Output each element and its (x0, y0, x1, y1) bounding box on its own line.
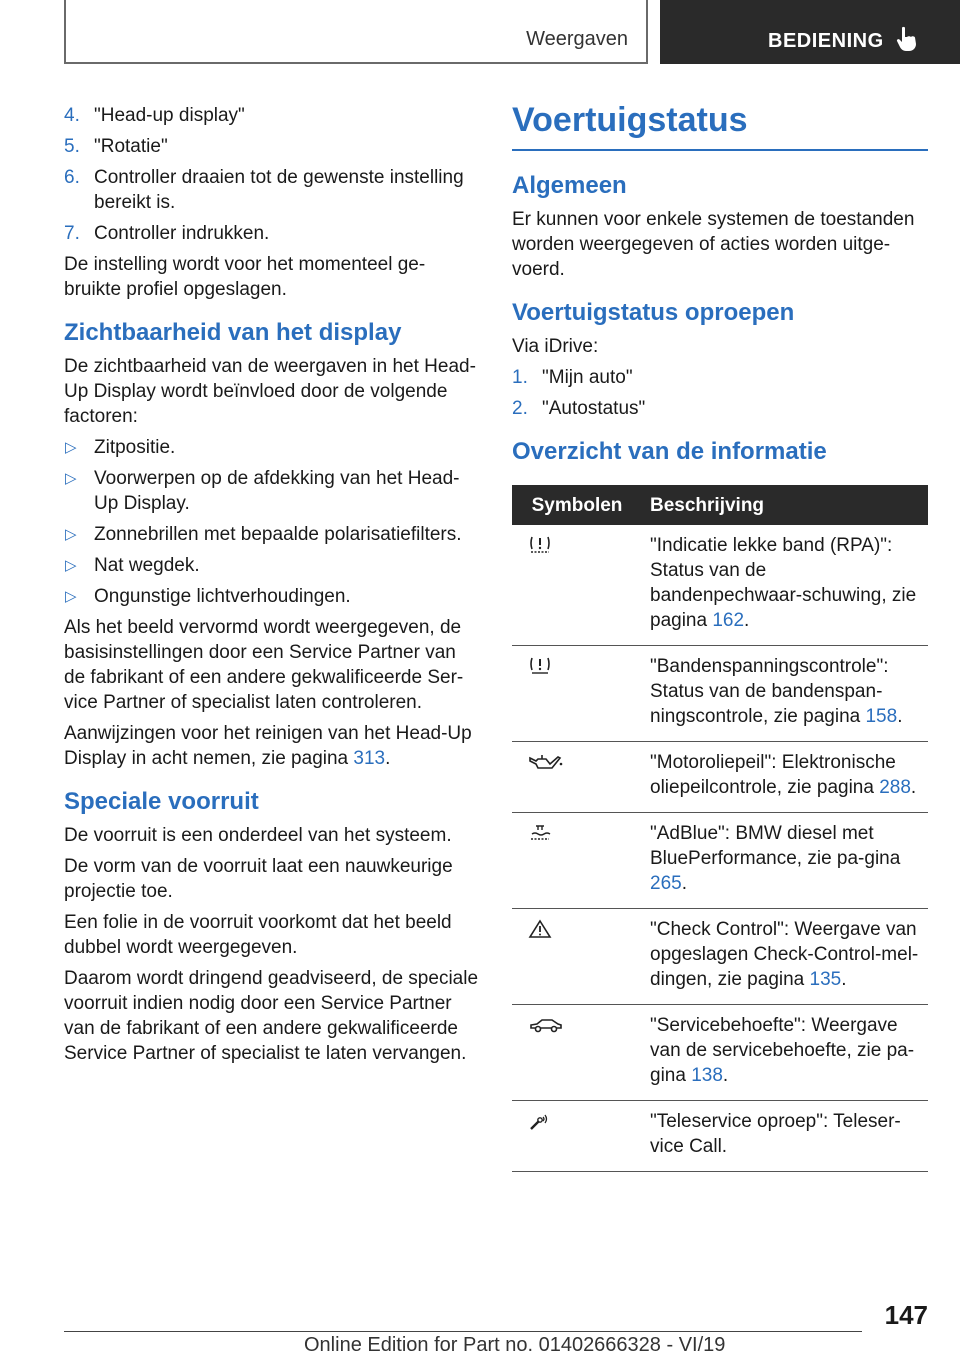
table-row (512, 1005, 928, 1101)
heading-special-windshield: Speciale voorruit (64, 788, 259, 815)
table-row (512, 646, 928, 742)
bullet-triangle-icon: ▷ (65, 439, 77, 456)
description-cell (642, 646, 928, 742)
page-link[interactable]: 313 (353, 748, 386, 769)
bullet-triangle-icon: ▷ (65, 557, 77, 574)
step-text: Controller indrukken. (94, 223, 270, 244)
heading-call-status: Voertuigstatus oproepen (512, 299, 795, 326)
page-link[interactable]: 135 (809, 969, 842, 990)
heading-overview: Overzicht van de informatie (512, 438, 827, 465)
bullet-triangle-icon: ▷ (65, 526, 77, 543)
page-link[interactable]: 138 (691, 1065, 723, 1086)
footer-edition: Online Edition for Part no. 01402666328 - VI/19 (304, 1334, 726, 1356)
description-text: "Bandenspanningscontrole": Status van de bandenspan-ningscontrole, zie pagina (650, 656, 889, 727)
list-item (64, 466, 480, 516)
description-text: "Motoroliepeil": Elektronische oliepeilcontrole, zie pagina (650, 752, 896, 798)
page-link[interactable]: 162 (712, 610, 745, 631)
status-table (512, 485, 928, 1172)
symbol-cell (512, 1101, 642, 1172)
header-chapter-box (660, 0, 960, 64)
description-cell (642, 813, 928, 909)
description-cell (642, 1101, 928, 1172)
heading-general: Algemeen (512, 172, 627, 199)
distorted-image-text: Als het beeld vervormd wordt weergegeven, de basisinstellingen door een Service Partner van de fabrikant of een andere gekwalificeerde Ser-vice Partner of specialist laten controleren. (64, 617, 464, 713)
bullet-triangle-icon: ▷ (65, 470, 77, 487)
description-cell (642, 742, 928, 813)
symbol-cell (512, 1005, 642, 1101)
list-item (512, 396, 928, 421)
tire-pressure-monitor-icon (528, 656, 552, 676)
step-number: 5. (64, 136, 80, 157)
list-item (64, 134, 480, 159)
teleservice-wrench-icon (528, 1111, 552, 1131)
header-section-title: Weergaven (526, 28, 628, 50)
symbol-cell (512, 909, 642, 1005)
page-link[interactable]: 265 (650, 873, 682, 894)
description-suffix: . (744, 610, 750, 631)
description-cell (642, 909, 928, 1005)
bullet-triangle-icon: ▷ (65, 588, 77, 605)
step-number: 2. (512, 398, 528, 419)
general-text: Er kunnen voor enkele systemen de toestanden worden weergegeven of acties worden uitge-voerd. (512, 209, 915, 280)
visibility-intro: De zichtbaarheid van de weergaven in het Head-Up Display wordt beïnvloed door de volgende factoren: (64, 356, 476, 427)
description-text: "Servicebehoefte": Weergave van de servicebehoefte, zie pa-gina (650, 1015, 915, 1086)
adblue-icon (528, 823, 552, 843)
header-chapter-title: BEDIENING (768, 30, 884, 52)
page-link[interactable]: 158 (865, 706, 898, 727)
step-text: "Autostatus" (542, 398, 646, 419)
profile-saved-text: De instelling wordt voor het momenteel ge-bruikte profiel opgeslagen. (64, 254, 426, 300)
description-suffix: . (897, 706, 903, 727)
step-text: "Head-up display" (94, 105, 245, 126)
car-service-icon (528, 1015, 564, 1035)
list-item (64, 221, 480, 246)
list-item (64, 435, 480, 460)
cleaning-note: Aanwijzingen voor het reinigen van het Head-Up Display in acht nemen, zie pagina 313. (64, 723, 472, 769)
description-text: "AdBlue": BMW diesel met BluePerformance, zie pa-gina (650, 823, 901, 869)
symbol-cell (512, 525, 642, 646)
description-suffix: . (841, 969, 847, 990)
bullet-text: Zitpositie. (94, 437, 176, 458)
symbol-cell (512, 813, 642, 909)
step-text: Controller draaien tot de gewenste instelling bereikt is. (94, 167, 464, 213)
column-header-symbols: Symbolen (512, 485, 642, 525)
step-text: "Rotatie" (94, 136, 168, 157)
symbol-cell (512, 646, 642, 742)
table-row (512, 525, 928, 646)
list-item (512, 365, 928, 390)
table-row (512, 742, 928, 813)
page-link[interactable]: 288 (879, 777, 911, 798)
tire-pressure-warning-icon (528, 535, 552, 555)
bullet-text: Ongunstige lichtverhoudingen. (94, 586, 351, 607)
list-item (64, 165, 480, 215)
column-header-description: Beschrijving (642, 485, 928, 525)
windshield-paragraph: Een folie in de voorruit voorkomt dat het beeld dubbel wordt weergegeven. (64, 912, 452, 958)
description-text: "Teleservice oproep": Teleser-vice Call. (650, 1111, 901, 1157)
step-number: 1. (512, 367, 528, 388)
page-title: Voertuigstatus (512, 99, 928, 151)
step-number: 7. (64, 223, 80, 244)
symbol-cell (512, 742, 642, 813)
description-text: "Check Control": Weergave van opgeslagen Check-Control-mel-dingen, zie pagina (650, 919, 919, 990)
step-number: 4. (64, 105, 80, 126)
bullet-text: Nat wegdek. (94, 555, 200, 576)
hand-pointer-icon (896, 26, 918, 52)
description-suffix: . (910, 777, 917, 798)
description-text: "Indicatie lekke band (RPA)": Status van de bandenpechwaar-schuwing, zie pagina (650, 535, 917, 631)
table-row (512, 1101, 928, 1172)
bullet-text: Zonnebrillen met bepaalde polarisatiefilters. (94, 524, 462, 545)
oil-can-icon (528, 752, 564, 772)
left-column (64, 103, 480, 1072)
table-row (512, 813, 928, 909)
description-suffix: . (722, 1065, 729, 1086)
list-item (64, 522, 480, 547)
step-number: 6. (64, 167, 80, 188)
description-cell (642, 525, 928, 646)
via-idrive: Via iDrive: (512, 336, 599, 357)
windshield-paragraph: Daarom wordt dringend geadviseerd, de speciale voorruit indien nodig door een Service Partner van de fabrikant of een andere gekwalificeerde Service Partner of specialist te laten vervangen. (64, 968, 479, 1064)
table-header-row (512, 485, 928, 525)
windshield-paragraph: De vorm van de voorruit laat een nauwkeurige projectie toe. (64, 856, 453, 902)
header-section-box (64, 0, 648, 64)
windshield-paragraph: De voorruit is een onderdeel van het systeem. (64, 825, 452, 846)
list-item (64, 584, 480, 609)
warning-triangle-icon (528, 919, 552, 939)
description-suffix: . (681, 873, 687, 894)
step-text: "Mijn auto" (542, 367, 633, 388)
footer-divider (64, 1331, 862, 1332)
description-cell (642, 1005, 928, 1101)
list-item (64, 553, 480, 578)
list-item (64, 103, 480, 128)
cleaning-text: Aanwijzingen voor het reinigen van het Head-Up Display in acht nemen, zie pagina (64, 723, 472, 769)
bullet-text: Voorwerpen op de afdekking van het Head-Up Display. (94, 468, 460, 514)
right-column (512, 103, 928, 1172)
page-number: 147 (884, 1300, 928, 1330)
table-row (512, 909, 928, 1005)
heading-display-visibility: Zichtbaarheid van het display (64, 319, 402, 346)
